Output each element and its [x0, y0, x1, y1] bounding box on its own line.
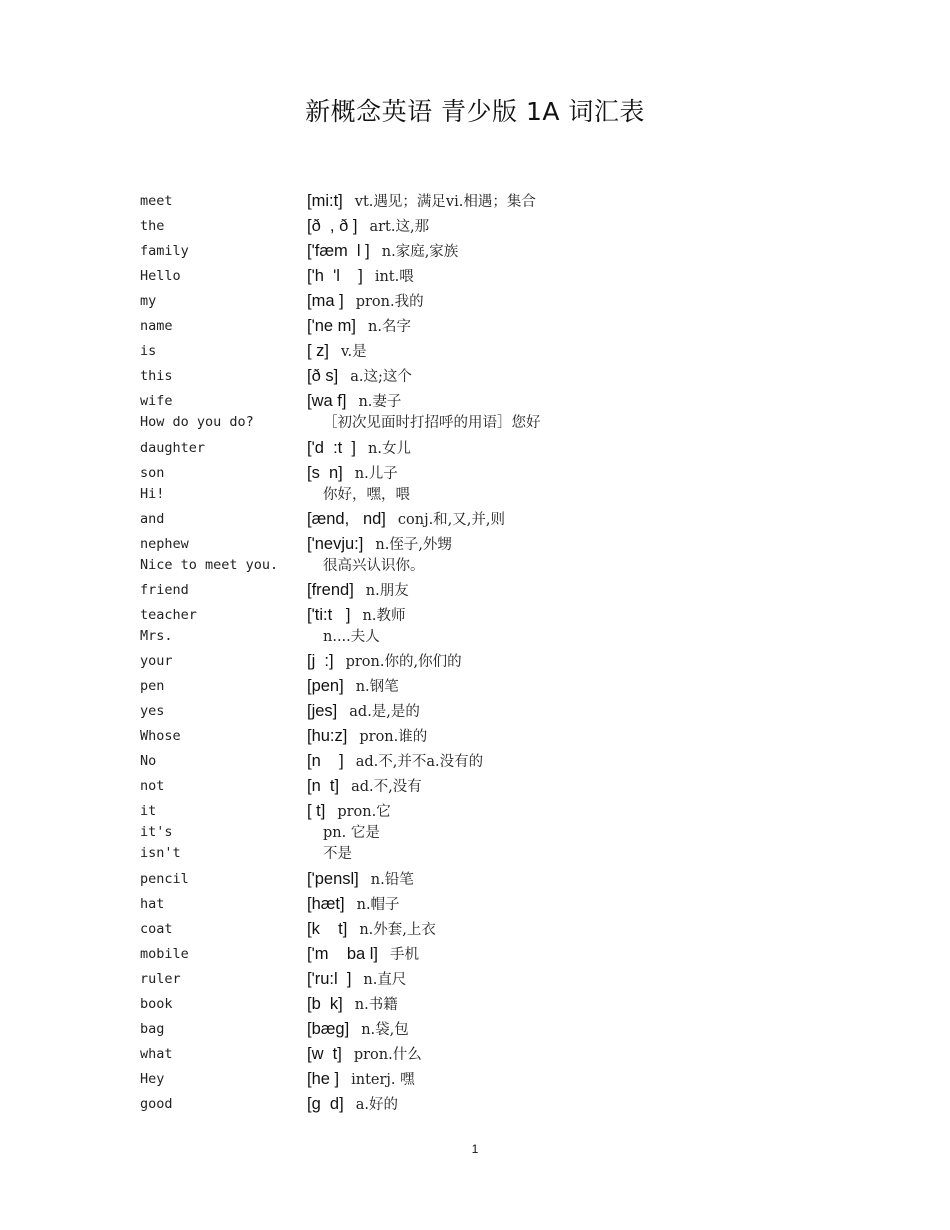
vocab-entry	[0, 604, 950, 626]
vocab-word: wife	[140, 393, 173, 409]
vocab-meaning: pron.它	[337, 804, 391, 820]
vocab-meaning: n.儿子	[354, 466, 398, 482]
vocab-phonetic: [hu:z]	[307, 727, 348, 745]
vocab-entry	[0, 533, 950, 555]
vocab-word: it's	[140, 824, 173, 840]
vocab-entry	[0, 215, 950, 237]
vocab-definition	[323, 821, 380, 842]
vocab-meaning: ad.不,并不a.没有的	[355, 754, 484, 770]
vocab-word: this	[140, 368, 173, 384]
vocab-meaning: n.钢笔	[355, 679, 399, 695]
vocab-meaning: n.铅笔	[370, 872, 414, 888]
vocab-word: How do you do?	[140, 414, 254, 430]
vocab-definition	[307, 650, 462, 671]
vocab-definition	[307, 533, 452, 554]
vocab-phonetic: [jes]	[307, 702, 338, 720]
vocab-phonetic: ['ti:t ]	[307, 606, 351, 624]
vocab-word: coat	[140, 921, 173, 937]
vocab-word: is	[140, 343, 157, 359]
vocab-phonetic: [wa f]	[307, 392, 347, 410]
vocab-entry	[0, 411, 950, 433]
vocab-meaning: a.这;这个	[350, 369, 412, 385]
vocab-meaning: int.喂	[374, 269, 414, 285]
vocab-phonetic: [ z]	[307, 342, 330, 360]
vocab-phonetic: ['fæm l ]	[307, 242, 370, 260]
vocab-meaning: v.是	[341, 344, 367, 360]
vocab-word: mobile	[140, 946, 189, 962]
vocab-entry	[0, 918, 950, 940]
vocab-entry	[0, 868, 950, 890]
vocab-definition	[307, 725, 427, 746]
vocab-definition	[307, 315, 411, 336]
vocab-phonetic: ['ru:l ]	[307, 970, 352, 988]
vocab-meaning: n.帽子	[356, 897, 400, 913]
vocab-definition	[307, 868, 414, 889]
vocab-phonetic: [g d]	[307, 1095, 344, 1113]
vocab-definition	[307, 508, 505, 529]
vocab-meaning: pn. 它是	[323, 825, 380, 841]
vocab-word: Hello	[140, 268, 181, 284]
vocab-phonetic: [ð s]	[307, 367, 339, 385]
vocab-definition	[307, 579, 409, 600]
vocab-definition	[307, 604, 405, 625]
vocab-entry	[0, 1093, 950, 1115]
vocab-phonetic: [n ]	[307, 752, 344, 770]
vocab-word: book	[140, 996, 173, 1012]
vocab-word: your	[140, 653, 173, 669]
vocab-word: what	[140, 1046, 173, 1062]
vocab-definition	[307, 437, 411, 458]
vocab-entry	[0, 340, 950, 362]
vocab-entry	[0, 725, 950, 747]
vocab-definition	[323, 554, 425, 575]
vocab-definition	[307, 1018, 409, 1039]
vocab-meaning: 手机	[390, 947, 420, 963]
vocab-word: hat	[140, 896, 165, 912]
vocab-entry	[0, 508, 950, 530]
vocab-definition	[307, 190, 536, 211]
vocab-phonetic: [b k]	[307, 995, 343, 1013]
vocab-entry	[0, 1068, 950, 1090]
vocab-entry	[0, 993, 950, 1015]
vocab-definition	[307, 1043, 422, 1064]
vocab-word: my	[140, 293, 157, 309]
vocab-phonetic: [mi:t]	[307, 192, 343, 210]
vocab-meaning: 你好，嘿，喂	[323, 487, 410, 503]
vocab-meaning: pron.我的	[355, 294, 424, 310]
vocab-phonetic: [w t]	[307, 1045, 342, 1063]
vocab-meaning: n.教师	[362, 608, 406, 624]
vocab-phonetic: [hæt]	[307, 895, 345, 913]
vocab-word: isn't	[140, 845, 181, 861]
vocab-meaning: ad.不,没有	[351, 779, 422, 795]
vocab-entry	[0, 750, 950, 772]
vocab-word: Hey	[140, 1071, 165, 1087]
vocab-phonetic: [frend]	[307, 581, 354, 599]
vocab-entry	[0, 265, 950, 287]
vocab-entry	[0, 190, 950, 212]
vocab-definition	[307, 800, 391, 821]
vocab-meaning: n.家庭,家族	[381, 244, 459, 260]
vocab-entry	[0, 700, 950, 722]
vocab-definition	[323, 625, 380, 646]
vocab-word: son	[140, 465, 165, 481]
vocab-meaning: n.袋,包	[361, 1022, 409, 1038]
vocab-definition	[307, 700, 420, 721]
vocab-entry	[0, 968, 950, 990]
vocab-word: the	[140, 218, 165, 234]
vocab-definition	[307, 390, 401, 411]
vocab-definition	[307, 240, 458, 261]
vocab-entry	[0, 483, 950, 505]
vocab-definition	[323, 483, 410, 504]
vocab-phonetic: [he ]	[307, 1070, 340, 1088]
vocab-word: pencil	[140, 871, 189, 887]
vocab-phonetic: ['d :t ]	[307, 439, 357, 457]
vocab-word: and	[140, 511, 165, 527]
vocab-meaning: 不是	[323, 846, 352, 862]
vocab-entry	[0, 893, 950, 915]
vocab-entry	[0, 675, 950, 697]
vocab-entry	[0, 1043, 950, 1065]
vocab-meaning: n.书籍	[354, 997, 398, 1013]
vocab-definition	[307, 340, 367, 361]
vocab-meaning: ［初次见面时打招呼的用语］您好	[323, 415, 541, 431]
vocab-word: No	[140, 753, 157, 769]
vocab-word: pen	[140, 678, 165, 694]
vocab-meaning: pron.谁的	[359, 729, 428, 745]
page-title: 新概念英语 青少版 1A 词汇表	[305, 97, 645, 126]
vocab-entry	[0, 390, 950, 412]
vocab-phonetic: ['m ba l]	[307, 945, 379, 963]
vocab-phonetic: [n t]	[307, 777, 340, 795]
vocab-definition	[307, 1068, 415, 1089]
vocab-word: not	[140, 778, 165, 794]
vocab-word: ruler	[140, 971, 181, 987]
vocab-entry	[0, 821, 950, 843]
vocab-word: friend	[140, 582, 189, 598]
vocab-definition	[307, 265, 414, 286]
vocab-phonetic: [bæg]	[307, 1020, 350, 1038]
vocab-definition	[323, 842, 352, 863]
vocab-definition	[307, 675, 399, 696]
vocab-phonetic: [ t]	[307, 802, 326, 820]
vocab-phonetic: ['nevju:]	[307, 535, 364, 553]
vocab-definition	[307, 943, 419, 964]
vocab-entry	[0, 775, 950, 797]
vocab-entry	[0, 800, 950, 822]
vocab-word: Whose	[140, 728, 181, 744]
vocab-definition	[307, 893, 400, 914]
vocab-phonetic: ['h 'l ]	[307, 267, 363, 285]
vocab-phonetic: ['pensl]	[307, 870, 359, 888]
vocab-word: meet	[140, 193, 173, 209]
vocab-definition	[307, 215, 429, 236]
vocab-phonetic: [ma ]	[307, 292, 344, 310]
vocab-word: teacher	[140, 607, 197, 623]
vocab-meaning: art.这,那	[369, 219, 430, 235]
vocab-entry	[0, 943, 950, 965]
vocab-meaning: pron.什么	[353, 1047, 422, 1063]
vocab-phonetic: [s n]	[307, 464, 343, 482]
vocab-word: daughter	[140, 440, 206, 456]
vocab-phonetic: [pen]	[307, 677, 344, 695]
vocab-phonetic: [k t]	[307, 920, 348, 938]
page-number: 1	[471, 1142, 479, 1156]
vocab-word: name	[140, 318, 173, 334]
vocab-meaning: interj. 嘿	[351, 1072, 415, 1088]
vocab-definition	[307, 750, 483, 771]
vocab-definition	[307, 918, 436, 939]
vocab-meaning: n....夫人	[323, 629, 380, 645]
vocab-meaning: n.直尺	[363, 972, 407, 988]
vocab-entry	[0, 290, 950, 312]
vocab-word: it	[140, 803, 157, 819]
vocab-meaning: n.名字	[368, 319, 411, 335]
vocab-phonetic: [j :]	[307, 652, 334, 670]
vocab-entry	[0, 625, 950, 647]
vocab-entry	[0, 842, 950, 864]
vocab-entry	[0, 315, 950, 337]
vocab-definition	[307, 775, 422, 796]
vocab-word: Nice to meet you.	[140, 557, 279, 573]
vocab-meaning: n.妻子	[358, 394, 402, 410]
vocab-entry	[0, 1018, 950, 1040]
vocab-meaning: ad.是,是的	[349, 704, 420, 720]
vocab-meaning: n.朋友	[365, 583, 409, 599]
vocab-word: yes	[140, 703, 165, 719]
vocab-definition	[307, 462, 398, 483]
vocab-entry	[0, 365, 950, 387]
vocab-entry	[0, 437, 950, 459]
vocab-meaning: pron.你的,你们的	[345, 654, 462, 670]
vocab-word: Mrs.	[140, 628, 173, 644]
vocab-meaning: n.外套,上衣	[359, 922, 436, 938]
vocab-entry	[0, 240, 950, 262]
vocab-entry	[0, 554, 950, 576]
vocab-meaning: vt.遇见；满足vi.相遇；集合	[354, 194, 536, 210]
vocab-entry	[0, 650, 950, 672]
vocab-word: nephew	[140, 536, 189, 552]
vocab-definition	[307, 365, 412, 386]
vocab-definition	[307, 968, 406, 989]
vocab-meaning: 很高兴认识你。	[323, 558, 425, 574]
vocab-word: family	[140, 243, 189, 259]
vocab-definition	[307, 993, 398, 1014]
vocab-entry	[0, 462, 950, 484]
vocab-word: Hi!	[140, 486, 165, 502]
vocab-definition	[323, 411, 541, 432]
vocab-meaning: n.女儿	[368, 441, 411, 457]
vocab-phonetic: ['ne m]	[307, 317, 357, 335]
vocab-meaning: conj.和,又,并,则	[397, 512, 506, 528]
vocab-entry	[0, 579, 950, 601]
vocab-word: bag	[140, 1021, 165, 1037]
vocab-word: good	[140, 1096, 173, 1112]
vocab-definition	[307, 290, 424, 311]
vocab-phonetic: [ænd, nd]	[307, 510, 386, 528]
vocab-meaning: n.侄子,外甥	[375, 537, 452, 553]
vocab-meaning: a.好的	[355, 1097, 398, 1113]
vocab-definition	[307, 1093, 398, 1114]
vocab-phonetic: [ð , ð ]	[307, 217, 358, 235]
